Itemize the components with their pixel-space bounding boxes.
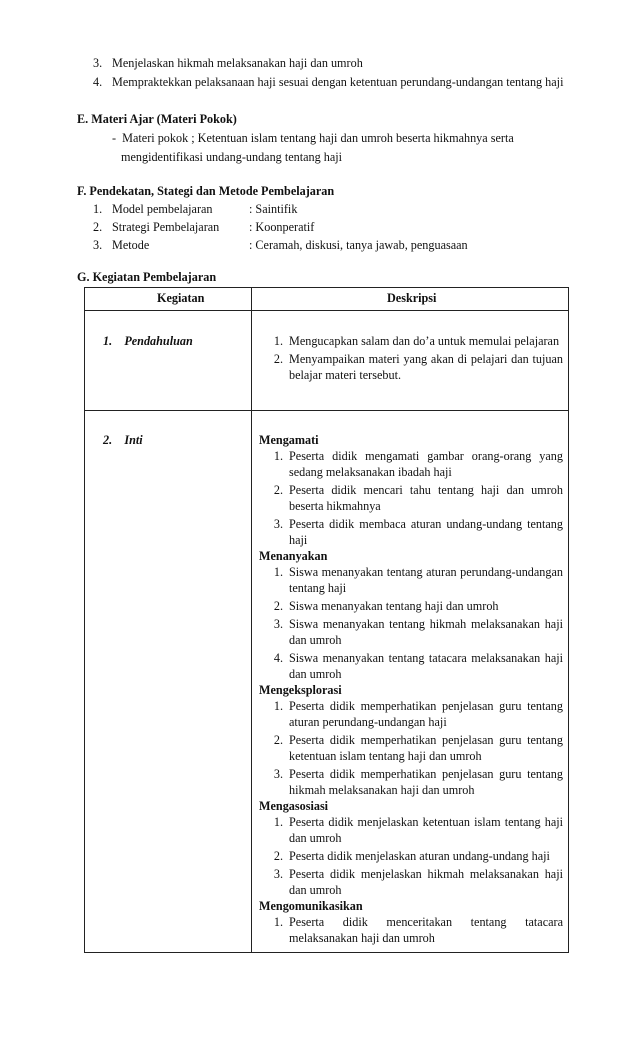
list-item: 3. Peserta didik memperhatikan penjelasan guru tentang hikmah melaksanakan haji dan umroh <box>273 767 563 797</box>
header-deskripsi: Deskripsi <box>387 291 437 305</box>
list-item: 3. Peserta didik menjelaskan hikmah melaksanakan haji dan umroh <box>273 867 563 897</box>
mengasosiasi-list <box>259 814 563 898</box>
row-label-inti: 2. Inti <box>103 433 143 447</box>
list-item: 1. Siswa menanyakan tentang aturan perundang-undangan tentang haji <box>273 565 563 595</box>
list-item: 2. Strategi Pembelajaran : Koonperatif <box>93 220 315 234</box>
mengamati-list <box>259 448 563 548</box>
group-title-mengamati: Mengamati <box>259 433 319 447</box>
list-item: 1. Mengucapkan salam dan do’a untuk memulai pelajaran <box>273 334 560 348</box>
pendahuluan-list <box>259 333 563 383</box>
section-e-heading: E. Materi Ajar (Materi Pokok) <box>77 112 237 126</box>
list-item: 3. Metode : Ceramah, diskusi, tanya jawab, penguasaan <box>93 238 468 252</box>
list-item: 2. Siswa menanyakan tentang haji dan umroh <box>273 599 499 613</box>
list-item: 3. Menjelaskan hikmah melaksanakan haji dan umroh <box>93 56 363 70</box>
header-kegiatan: Kegiatan <box>157 291 205 305</box>
list-item: 1. Peserta didik memperhatikan penjelasan guru tentang aturan perundang-undangan haji <box>273 699 563 729</box>
list-item: 2. Peserta didik memperhatikan penjelasan guru tentang ketentuan islam tentang haji dan umroh <box>273 733 563 763</box>
mengomunikasikan-list <box>259 914 563 946</box>
group-title-menanyakan: Menanyakan <box>259 549 328 563</box>
row-divider <box>85 410 568 411</box>
list-item: 2. Peserta didik mencari tahu tentang haji dan umroh beserta hikmahnya <box>273 483 563 513</box>
group-title-mengomunikasikan: Mengomunikasikan <box>259 899 363 913</box>
mengeksplorasi-list <box>259 698 563 798</box>
list-item: 3. Peserta didik membaca aturan undang-undang tentang haji <box>273 517 563 547</box>
section-f-heading: F. Pendekatan, Stategi dan Metode Pembelajaran <box>77 184 335 198</box>
materi-line-1: - Materi pokok ; Ketentuan islam tentang haji dan umroh beserta hikmahnya serta <box>112 131 514 145</box>
list-item: 2. Menyampaikan materi yang akan di pelajari dan tujuan belajar materi tersebut. <box>273 352 563 382</box>
menanyakan-list <box>259 564 563 682</box>
group-title-mengasosiasi: Mengasosiasi <box>259 799 329 813</box>
materi-line-2: mengidentifikasi undang-undang tentang haji <box>121 150 343 164</box>
group-title-mengeksplorasi: Mengeksplorasi <box>259 683 342 697</box>
list-item: 3. Siswa menanyakan tentang hikmah melaksanakan haji dan umroh <box>273 617 563 647</box>
inti-description <box>259 432 563 946</box>
list-item: 4. Siswa menanyakan tentang tatacara melaksanakan haji dan umroh <box>273 651 563 681</box>
kegiatan-table <box>84 287 569 953</box>
list-item: 4. Mempraktekkan pelaksanaan haji sesuai dengan ketentuan perundang-undangan tentang haji <box>93 75 564 89</box>
list-item: 1. Peserta didik mengamati gambar orang-orang yang sedang melaksanakan ibadah haji <box>273 449 563 479</box>
list-item: 1. Peserta didik menjelaskan ketentuan islam tentang haji dan umroh <box>273 815 563 845</box>
section-g-heading: G. Kegiatan Pembelajaran <box>77 270 217 284</box>
column-divider <box>251 288 252 952</box>
list-item: 1. Model pembelajaran : Saintifik <box>93 202 298 216</box>
row-label-pendahuluan: 1. Pendahuluan <box>103 334 193 348</box>
list-item: 2. Peserta didik menjelaskan aturan undang-undang haji <box>273 849 550 863</box>
row-divider <box>85 310 568 311</box>
list-item: 1. Peserta didik menceritakan tentang tatacara melaksanakan haji dan umroh <box>273 915 563 945</box>
